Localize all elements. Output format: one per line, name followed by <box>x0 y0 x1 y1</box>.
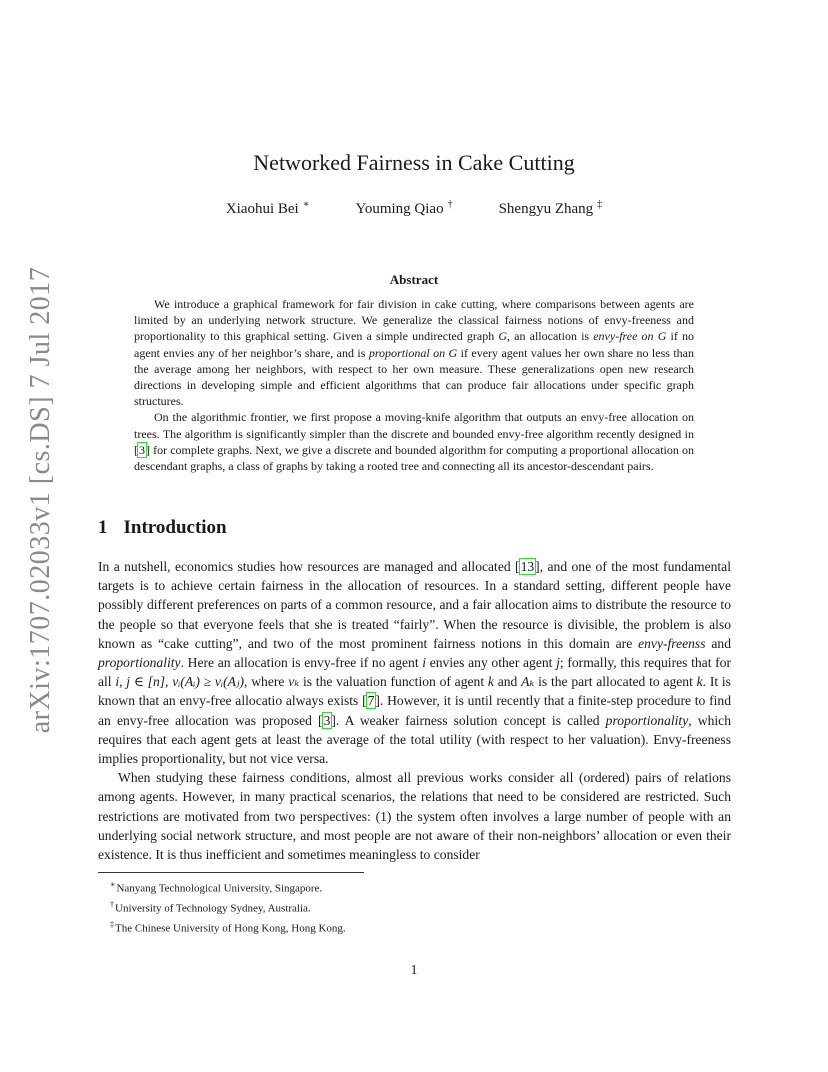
citation-link[interactable]: 13 <box>520 559 535 574</box>
body-paragraph: When studying these fairness conditions, almost all previous works consider all (ordered) pairs of relations among agents. However, in many practical scenarios, the relations that need to be considered are restricted. Such restrictions are motivated from two perspectives: (1) the system often involves a large number of people with an underlying social network structure, and most people are not aware of their non-neighbors’ allocation or even their existence. It is thus inefficient and sometimes meaningless to consider <box>98 770 731 863</box>
footnote: †University of Technology Sydney, Australia. <box>110 900 311 915</box>
footnote: ‡The Chinese University of Hong Kong, Hong Kong. <box>110 920 346 935</box>
abstract-paragraph: We introduce a graphical framework for fair division in cake cutting, where comparisons between agents are limited by an underlying network structure. We generalize the classical fairness notions of envy-freeness and proportionality to this graphical setting. Given a simple undirected graph G, an allocation is envy-free on G if no agent envies any of her neighbor’s share, and is proportional on G if every agent values her own share no less than the average among her neighbors, with respect to her own measure. These generalizations open new research directions in developing simple and efficient algorithms that can produce fair allocations under specific graph structures. <box>134 297 694 409</box>
abstract-heading: Abstract <box>389 272 439 287</box>
footnote: ∗Nanyang Technological University, Singapore. <box>110 880 323 895</box>
citation-link[interactable]: 7 <box>367 693 375 709</box>
author: Youming Qiao † <box>355 199 453 217</box>
arxiv-stamp <box>20 266 62 734</box>
paper-title: Networked Fairness in Cake Cutting <box>253 150 575 175</box>
section-title: Introduction <box>123 517 227 538</box>
abstract-body <box>134 296 694 474</box>
author: Shengyu Zhang ‡ <box>498 199 603 217</box>
page-number: 1 <box>410 962 418 977</box>
author-list <box>0 199 828 218</box>
footnote-divider <box>98 872 364 873</box>
body-paragraph: In a nutshell, economics studies how resources are managed and allocated [13], and one of the most fundamental targets is to achieve certain fairness in the allocation of resources. In a standard setting, different people have possibly different preferences on parts of a common resource, and a fair allocation aims to distribute the resource to the people so that everyone feels that she is treated “fairly”. When the resource is divisible, the problem is also known as “cake cutting”, and two of the most prominent fairness notions in this domain are envy-freenss and proportionality. Here an allocation is envy-free if no agent i envies any other agent j; formally, this requires that for all i, j ∈ [n], vᵢ(Aᵢ) ≥ vᵢ(Aⱼ), where vₖ is the valuation function of agent k and Aₖ is the part allocated to agent k. It is known that an envy-free allocatio always exists [7]. However, it is until recently that a finite-step procedure to find an envy-free allocation was proposed [3]. A weaker fairness solution concept is called proportionality, which requires that each agent gets at least the average of the total utility (with respect to her valuation). Envy-freeness implies proportionality, but not vice versa. <box>98 559 731 767</box>
citation-link[interactable]: 3 <box>323 712 331 728</box>
citation-link[interactable]: 3 <box>139 442 145 457</box>
author: Xiaohui Bei ∗ <box>225 199 310 217</box>
author-footnote-mark[interactable]: † <box>447 199 453 210</box>
section-number: 1 <box>98 517 108 538</box>
author-footnote-mark[interactable]: ‡ <box>597 199 603 210</box>
arxiv-stamp-text: arXiv:1707.02033v1 [cs.DS] 7 Jul 2017 <box>25 266 57 734</box>
footnotes <box>110 877 346 937</box>
body-text <box>98 557 731 864</box>
abstract-paragraph: On the algorithmic frontier, we first propose a moving-knife algorithm that outputs an envy-free allocation on trees. The algorithm is significantly simpler than the discrete and bounded envy-free algorithm recently designed in [3] for complete graphs. Next, we give a discrete and bounded algorithm for computing a proportional allocation on descendant graphs, a class of graphs by taking a rooted tree and connecting all its ancestor-descendant pairs. <box>134 410 694 474</box>
author-footnote-mark[interactable]: ∗ <box>302 199 310 210</box>
section-heading <box>98 517 227 539</box>
